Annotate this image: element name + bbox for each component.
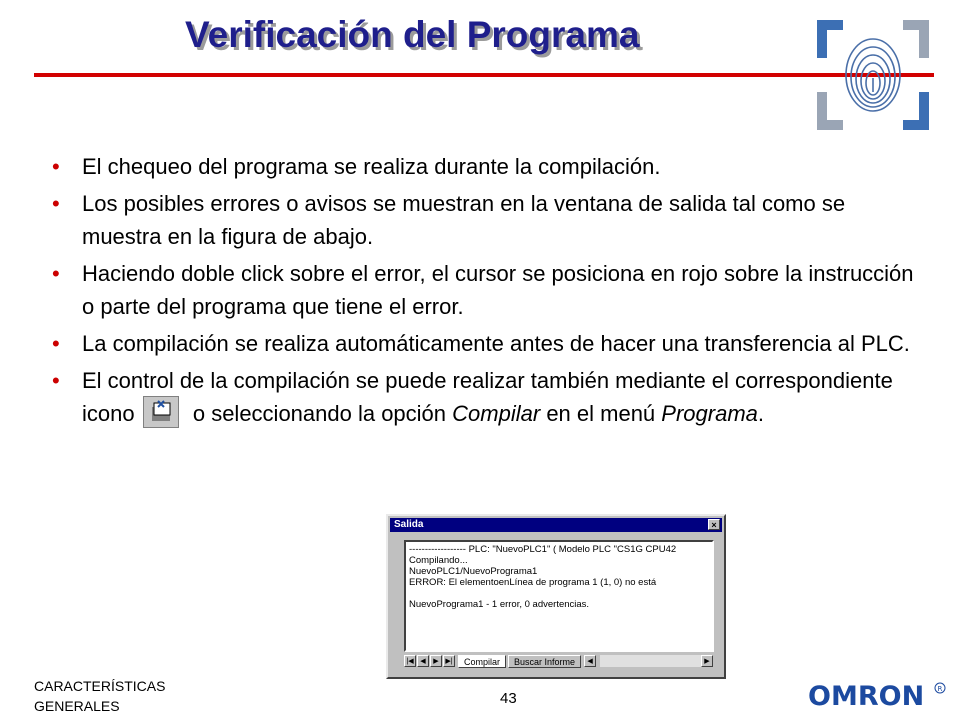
output-line: Compilando... (409, 555, 468, 566)
brand-text: OMRON (808, 681, 925, 710)
footer-line: GENERALES (34, 698, 120, 714)
output-line (409, 588, 709, 599)
compilar-option: Compilar (452, 401, 541, 426)
close-icon[interactable]: × (708, 519, 720, 530)
bullet-dot-icon: • (52, 154, 60, 179)
scroll-left-icon[interactable]: ◀ (584, 655, 596, 667)
bullet-item (46, 327, 926, 360)
bullet-text: o seleccionando la opción (192, 401, 447, 426)
window-title: Salida (394, 519, 424, 530)
bullet-text: La compilación se realiza automáticamente antes de hacer una transferencia al PLC. (82, 331, 910, 356)
programa-menu: Programa (661, 401, 758, 426)
bullet-item (46, 257, 926, 323)
bullet-dot-icon: • (52, 368, 60, 393)
tab-buscar-informe[interactable]: Buscar Informe (508, 655, 581, 668)
bullet-item (46, 187, 926, 253)
prev-tab-icon[interactable]: ◀ (417, 655, 429, 667)
window-titlebar (390, 518, 722, 532)
compile-icon (143, 396, 179, 428)
output-line: ERROR: El elementoenLínea de programa 1 (1, 0) no está (409, 577, 657, 588)
horizontal-scrollbar[interactable] (600, 655, 701, 667)
output-window-screenshot (386, 514, 726, 679)
page-number: 43 (500, 690, 517, 707)
output-line: NuevoPrograma1 - 1 error, 0 advertencias. (409, 599, 590, 610)
bullet-text: Los posibles errores o avisos se muestran en la ventana de salida tal como se muestra en la figura de abajo. (82, 191, 846, 249)
bullet-item (46, 364, 926, 431)
slide-title: Verificación del Programa (185, 14, 640, 55)
section-footer (34, 676, 165, 716)
bullet-dot-icon: • (52, 331, 60, 356)
omron-logo (808, 680, 948, 710)
bullet-item (46, 150, 926, 183)
bullet-text: Haciendo doble click sobre el error, el cursor se posiciona en rojo sobre la instrucción o parte del programa que tiene el error. (82, 261, 914, 319)
title-underline (34, 73, 934, 77)
bullet-text: El control de la compilación se puede realizar también mediante el correspondiente icono (82, 368, 893, 426)
next-tab-icon[interactable]: ▶ (430, 655, 442, 667)
bullet-text: El chequeo del programa se realiza durante la compilación. (82, 154, 661, 179)
footer-line: CARACTERÍSTICAS (34, 678, 166, 694)
output-line: ------------------ PLC: "NuevoPLC1" ( Modelo PLC "CS1G CPU42 (409, 544, 677, 555)
fingerprint-logo-icon (815, 18, 931, 132)
tab-compilar[interactable]: Compilar (458, 655, 506, 668)
last-tab-icon[interactable]: ▶| (443, 655, 455, 667)
scroll-right-icon[interactable]: ▶ (701, 655, 713, 667)
bullet-list (46, 150, 926, 435)
bullet-text: . (757, 401, 765, 426)
first-tab-icon[interactable]: |◀ (404, 655, 416, 667)
bullet-text: en el menú (546, 401, 656, 426)
tab-bar (404, 654, 714, 668)
bullet-dot-icon: • (52, 261, 60, 286)
output-line: NuevoPLC1/NuevoPrograma1 (409, 566, 538, 577)
svg-text:R: R (937, 685, 943, 693)
output-text-area (404, 540, 714, 652)
bullet-dot-icon: • (52, 191, 60, 216)
